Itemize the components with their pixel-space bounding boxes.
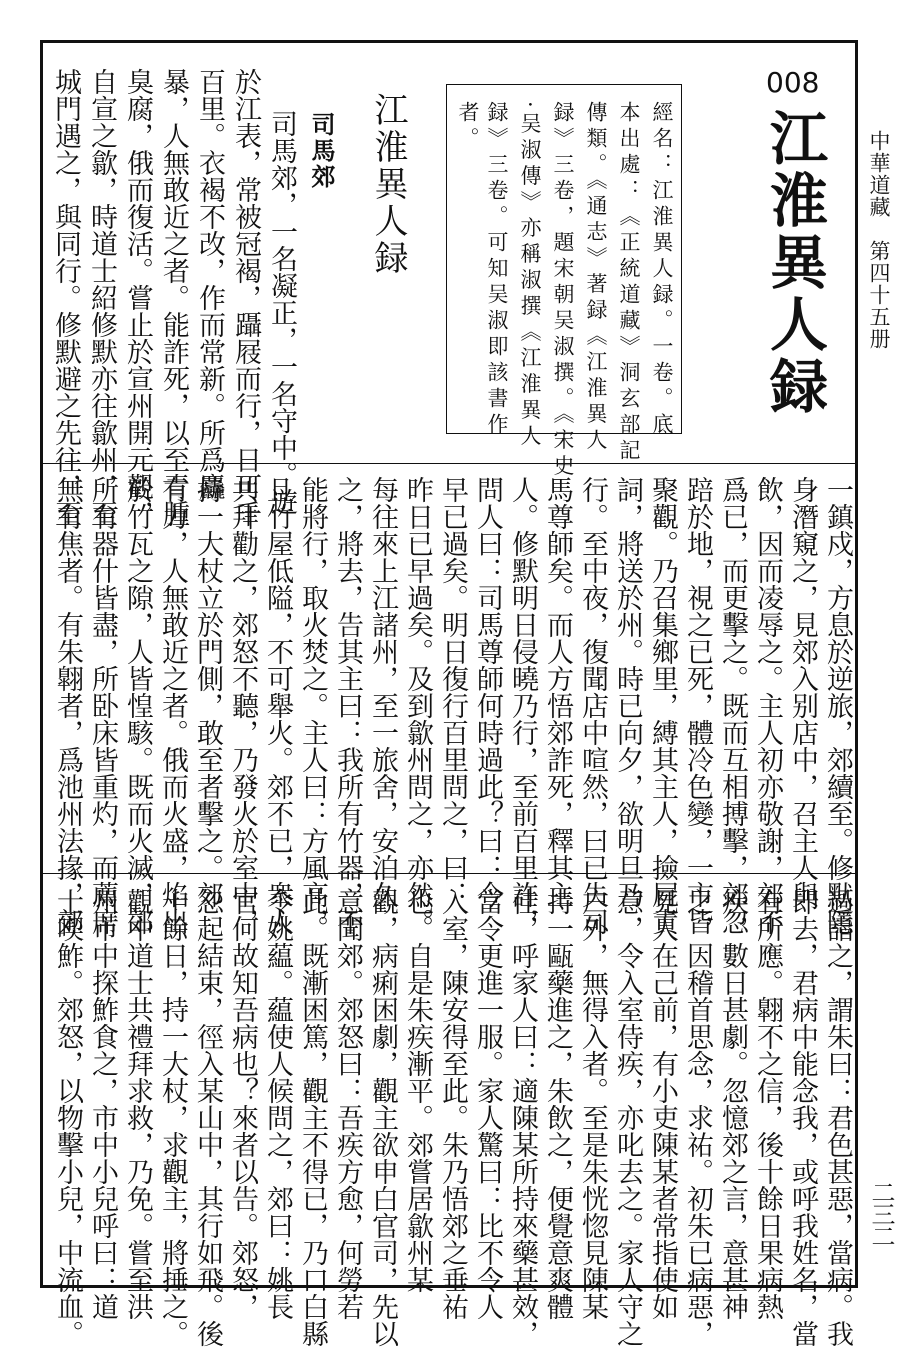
- info-line: 傳類。《通志》著録《江淮異人: [584, 101, 608, 455]
- page-number: 二三二: [867, 1180, 895, 1246]
- text-line: 户外，無得入者。至是朱恍惚見陳某: [577, 888, 608, 1320]
- text-line: 之，因稽首思念，求祐。初朱已病惡，: [682, 888, 713, 1347]
- text-line: 城門遇之，與同行。修默避之先往，至: [50, 68, 81, 527]
- info-line: 録》三卷，題宋朝吴淑撰。《宋史: [551, 101, 575, 481]
- text-line: 觀，病痢困劇，觀主欲申白官司，先以: [367, 888, 398, 1347]
- text-line: 持一甌藥進之，朱飲之，便覺意爽體: [542, 888, 573, 1320]
- info-line: 本出處：《正統道藏》洞玄部記: [617, 101, 641, 465]
- text-line: 臭腐，俄而復活。嘗止於宣州開元觀，: [122, 68, 153, 527]
- entry-title: 江淮異人録: [760, 108, 828, 418]
- text-line: 於竹瓦之隙，人皆惶駭。既而火滅，郊: [122, 476, 153, 935]
- text-line: 持一大杖立於門側，敢至者擊之。郊: [192, 476, 223, 908]
- text-line: 當令更進一服。家人驚曰：比不令人: [472, 888, 503, 1320]
- text-line: 疾，數日甚劇。忽憶郊之言，意甚神: [717, 888, 748, 1320]
- text-line: 聚觀。乃召集鄉里，縛其主人，撿屍責: [647, 476, 678, 935]
- entry-number: 008: [766, 66, 820, 99]
- info-box: [446, 84, 682, 481]
- text-line: 踣於地，視之已死，體冷色變，一市皆: [682, 476, 713, 935]
- text-line: 此。既漸困篤，觀主不得已，乃口白縣: [297, 888, 328, 1347]
- text-line: 意，令入室侍疾，亦叱去之。家人守之: [612, 888, 643, 1347]
- text-line: 飲，因而凌辱之。主人初亦敬謝，郊不: [752, 476, 783, 935]
- info-line: 録》三卷。可知吴淑即該書作: [485, 101, 509, 439]
- text-line: 州市中探鮓食之，市中小兒呼曰：道: [87, 888, 118, 1320]
- text-line: 忽起結束，徑入某山中，其行如飛。後: [192, 888, 223, 1347]
- text-line: 行。至中夜，復聞店中喧然，曰已失司: [577, 476, 608, 935]
- info-line: 者。: [456, 101, 480, 153]
- text-line: 過詣之，謂朱曰：君色甚惡，當病。我: [822, 888, 853, 1347]
- text-line: 所有器什皆盡，所卧床皆重灼，而薦席: [87, 476, 118, 935]
- text-line: 昨日已早過矣。及到歙州問之，亦然。: [402, 476, 433, 935]
- volume-label: 第四十五册: [867, 240, 891, 350]
- text-line: 十餘日，持一大杖，求觀主，將捶之。: [157, 888, 188, 1347]
- text-line: 共拜勸之，郊怒不聽，乃發火於室中，: [227, 476, 258, 935]
- text-line: 佳，呼家人曰：適陳某所持來藥甚效，: [507, 888, 538, 1347]
- text-line: 無有焦者。有朱翺者，爲池州法掾，郊: [52, 476, 83, 935]
- text-line: 之，將去，告其主曰：我所有竹器，不: [332, 476, 363, 935]
- text-line: 見人在己前，有小吏陳某者常指使如: [647, 888, 678, 1320]
- text-line: 身潛窺之，見郊入别店中，召主人與: [787, 476, 818, 908]
- text-line: 於江表，常被冠褐，躡屐而行，日可千: [230, 68, 261, 527]
- text-line: 問人曰：司馬尊師何時過此？曰：今: [472, 476, 503, 908]
- side-header: [864, 130, 894, 350]
- text-line: 暴，人無敢近之者。能詐死，以至青腫: [158, 68, 189, 527]
- text-line: 官何故知吾病也？來者以告。郊怒，: [227, 888, 258, 1320]
- text-line: 每往來上江諸州，至一旅舍，安泊久: [367, 476, 398, 908]
- text-line: 即去，君病中能念我，或呼我姓名，當: [787, 888, 818, 1347]
- section-title: 江淮異人録: [368, 92, 408, 277]
- text-line: 自宣之歙，時道士紹修默亦往歙州，至: [86, 68, 117, 527]
- text-line: 一鎮戍，方息於逆旅，郊續至。修默隱: [822, 476, 853, 935]
- text-line: 能將行，取火焚之。主人曰：方風高，: [297, 476, 328, 935]
- collection-name: 中華道藏: [867, 130, 891, 218]
- text-line: 且竹屋低隘，不可舉火。郊不已，衆人: [262, 476, 293, 935]
- text-line: 有所應。翺不之信，後十餘日果病熱: [752, 888, 783, 1320]
- text-line: 早已過矣。明日復行百里問之，曰：: [437, 476, 468, 908]
- info-line: 經名：江淮異人録。一卷。底: [650, 101, 674, 439]
- text-line: 也。自是朱疾漸平。郊嘗居歙州某: [402, 888, 433, 1293]
- text-line: 入室，陳安得至此。朱乃悟郊之垂祐: [437, 888, 468, 1320]
- text-line: 司馬郊，一名凝正，一名守中。遊: [266, 110, 297, 515]
- text-line: 有力，人無敢近之者。俄而火盛，焰出: [157, 476, 188, 935]
- text-line: 爲已，而更擊之。既而互相搏擊，郊忽: [717, 476, 748, 935]
- section-subtitle: 司馬郊: [307, 112, 335, 190]
- text-line: 馬尊師矣。而人方悟郊詐死，釋其主: [542, 476, 573, 908]
- text-line: 百里。衣褐不改，作而常新。所爲麤: [194, 68, 225, 500]
- text-line: 詞，將送於州。時已向夕，欲明旦乃: [612, 476, 643, 908]
- text-line: 令姚藴。藴使人候問之，郊曰：姚長: [262, 888, 293, 1320]
- text-line: 士喫鮓。郊怒，以物擊小兒，中流血。: [52, 888, 83, 1347]
- text-line: 觀中道士共禮拜求救，乃免。嘗至洪: [122, 888, 153, 1320]
- text-line: 人。修默明日侵曉乃行，至前百里許，: [507, 476, 538, 935]
- text-line: 意聞郊。郊怒曰：吾疾方愈，何勞若: [332, 888, 363, 1320]
- info-line: ·吴淑傳》亦稱淑撰《江淮異人: [518, 101, 542, 451]
